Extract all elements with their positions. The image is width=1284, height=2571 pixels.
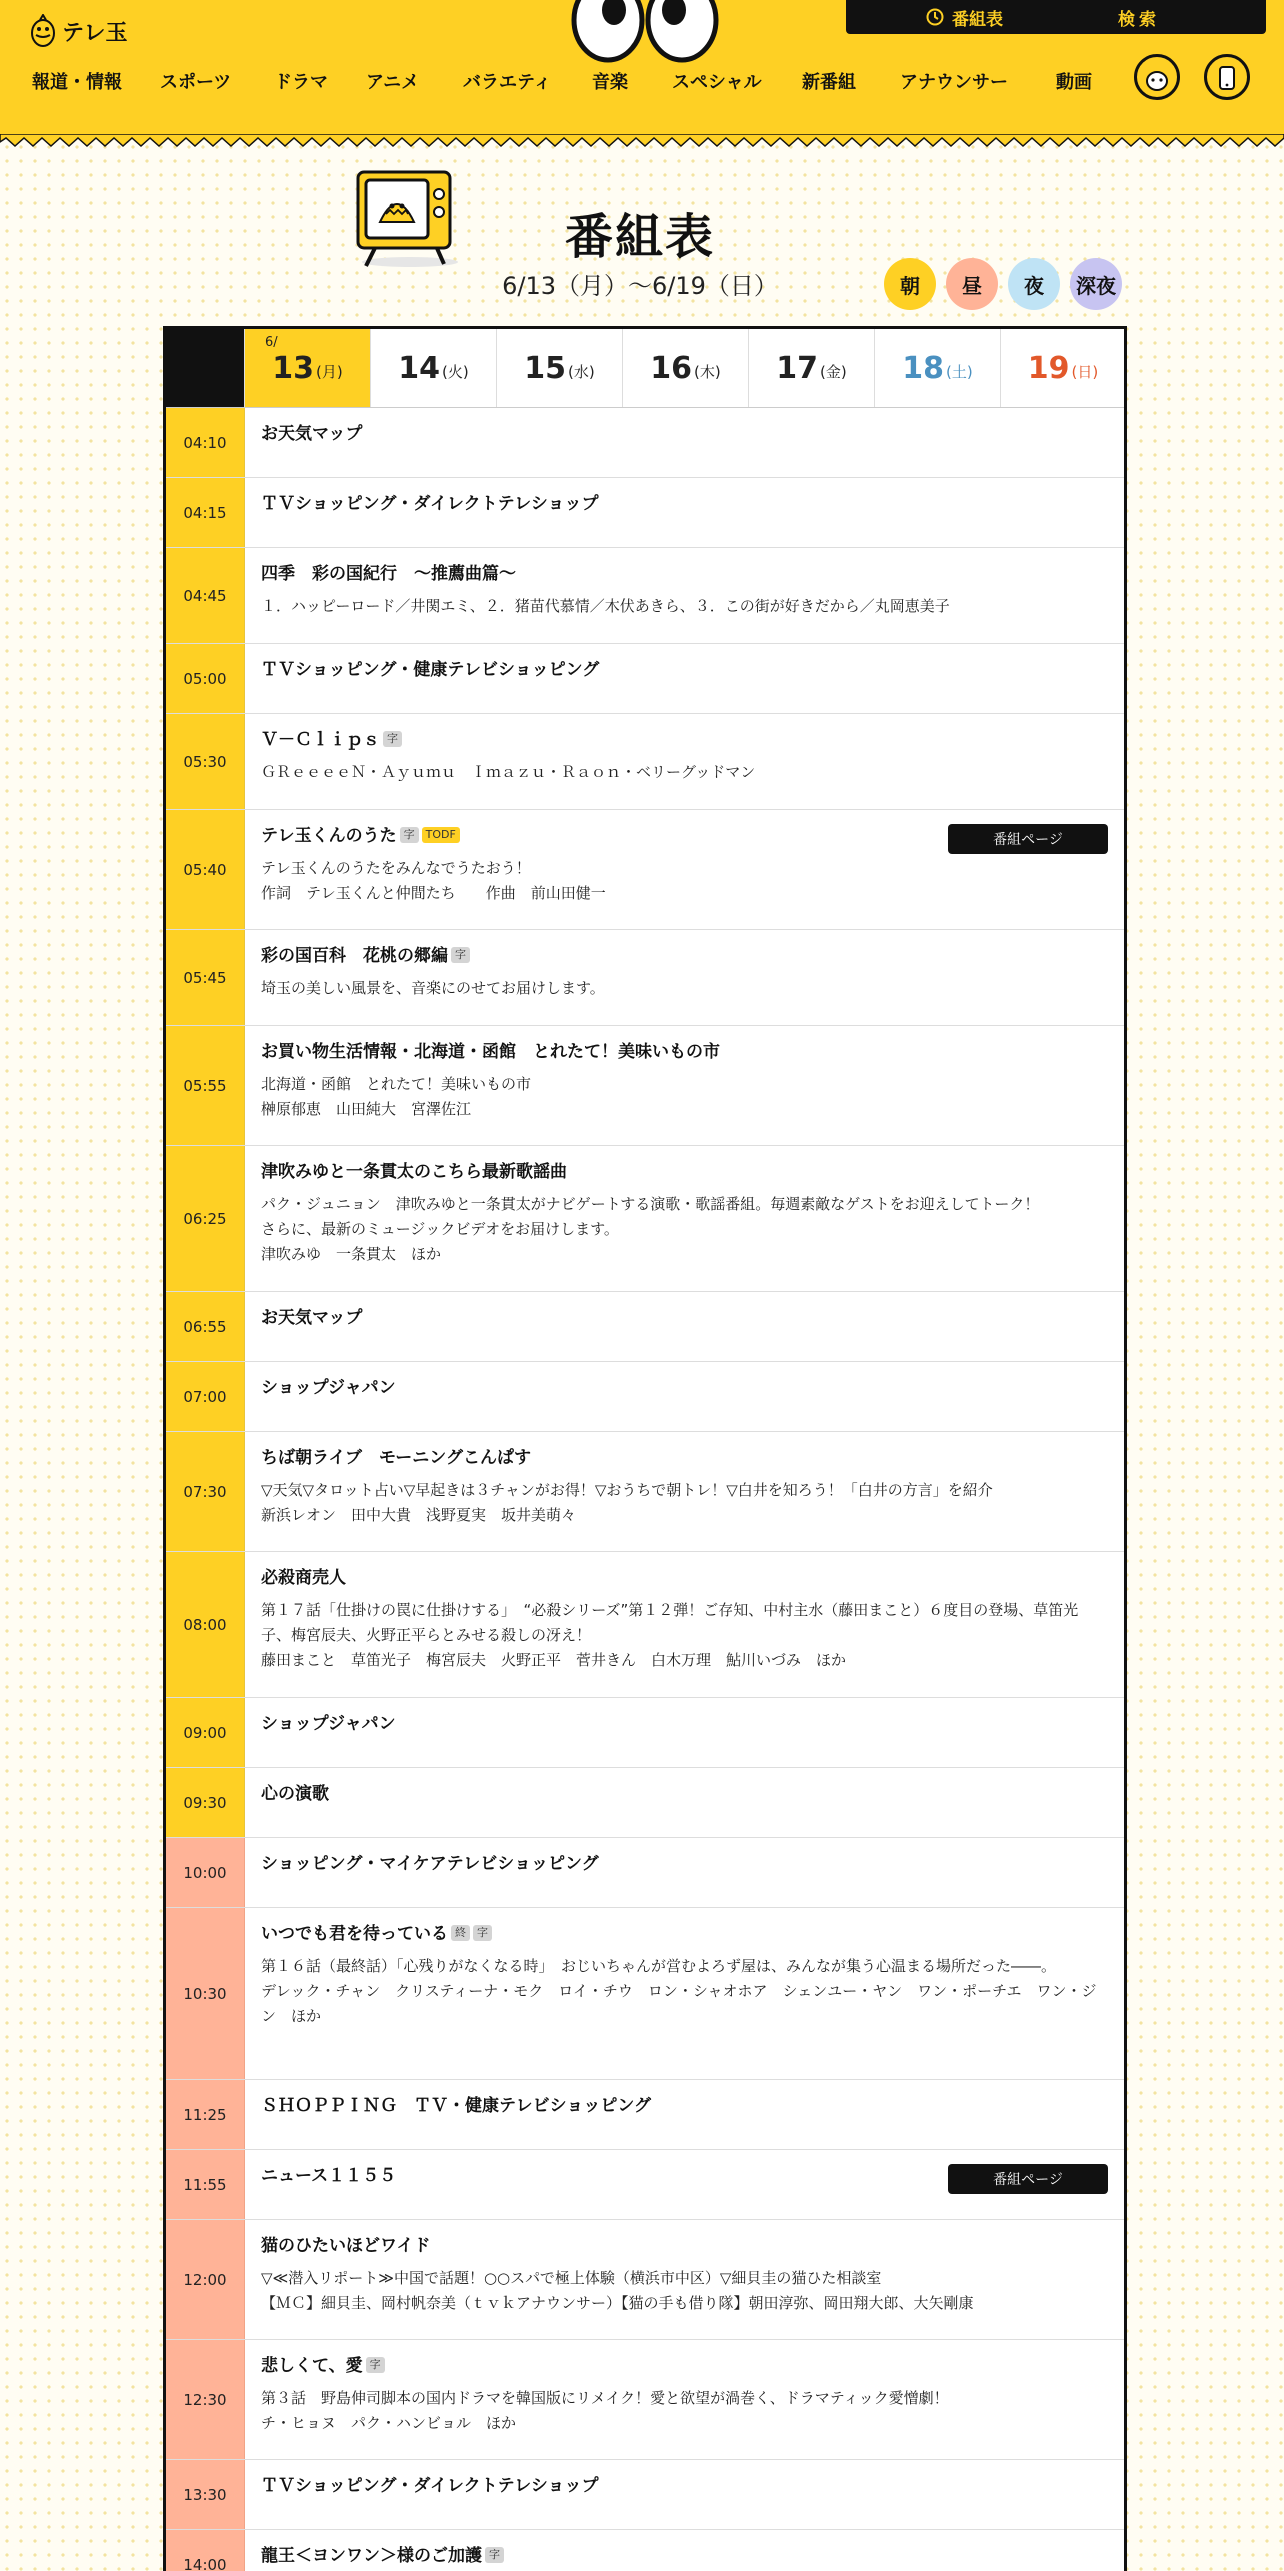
program-title[interactable] bbox=[261, 422, 1108, 446]
program-title-text[interactable]: ショップジャパン bbox=[261, 1378, 396, 1398]
program-title[interactable] bbox=[261, 492, 1108, 516]
day-tab-list bbox=[244, 329, 1125, 407]
program-title-text[interactable]: 龍王＜ヨンワン＞様のご加護 bbox=[261, 2546, 482, 2566]
program-time: 07:00 bbox=[166, 1362, 245, 1431]
program-row[interactable] bbox=[166, 1026, 1124, 1146]
program-time: 05:45 bbox=[166, 930, 245, 1025]
program-row[interactable] bbox=[166, 644, 1124, 714]
program-description-line: ▽≪潜入リポート≫中国で話題！○○スパで極上体験（横浜市中区）▽細貝圭の猫ひた相談室 bbox=[261, 2269, 882, 2287]
nav-video[interactable]: 動画 bbox=[1056, 72, 1092, 93]
filter-noon-label: 昼 bbox=[962, 273, 982, 298]
day-tabs bbox=[166, 329, 1124, 408]
program-row[interactable] bbox=[166, 1838, 1124, 1908]
logo-text: テレ玉 bbox=[62, 20, 128, 46]
program-title[interactable] bbox=[261, 2544, 1108, 2568]
day-tab-weekday: (日) bbox=[1071, 362, 1099, 381]
program-title-text[interactable]: ちば朝ライブ モーニングこんぱす bbox=[261, 1448, 531, 1468]
program-title[interactable] bbox=[261, 1446, 1108, 1470]
program-description bbox=[261, 976, 1108, 1001]
header-zigzag-edge bbox=[0, 134, 1284, 150]
program-time: 10:30 bbox=[166, 1908, 245, 2079]
filter-morning-label: 朝 bbox=[900, 273, 920, 298]
program-row[interactable] bbox=[166, 2150, 1124, 2220]
site-header bbox=[0, 0, 1284, 136]
schedule-link-label: 番組表 bbox=[952, 9, 1003, 30]
program-time: 09:30 bbox=[166, 1768, 245, 1837]
program-time: 08:00 bbox=[166, 1552, 245, 1697]
program-row[interactable] bbox=[166, 2220, 1124, 2340]
program-row[interactable] bbox=[166, 930, 1124, 1026]
program-badge: 字 bbox=[366, 2357, 385, 2373]
program-badge: TODF bbox=[422, 827, 460, 843]
day-tab-number: 18 bbox=[902, 350, 945, 386]
program-title-text[interactable]: 四季 彩の国紀行 ～推薦曲篇～ bbox=[261, 564, 516, 584]
clock-icon bbox=[926, 8, 944, 26]
program-title-text[interactable]: 彩の国百科 花桃の郷編 bbox=[261, 946, 448, 966]
nav-sports[interactable]: スポーツ bbox=[160, 72, 232, 93]
program-description bbox=[261, 856, 1108, 906]
program-title-text[interactable]: Ｖ－Ｃｌｉｐｓ bbox=[261, 730, 380, 750]
program-row[interactable] bbox=[166, 2530, 1124, 2571]
program-title-text[interactable]: 悲しくて、愛 bbox=[261, 2356, 363, 2376]
schedule-link[interactable] bbox=[926, 5, 1003, 30]
program-info bbox=[245, 1838, 1124, 1907]
day-tab-weekday: (木) bbox=[694, 362, 721, 381]
filter-noon-button[interactable] bbox=[946, 258, 998, 310]
program-time: 04:10 bbox=[166, 408, 245, 477]
filter-late-night-label: 深夜 bbox=[1076, 273, 1116, 298]
program-title-text[interactable]: 猫のひたいほどワイド bbox=[261, 2236, 431, 2256]
program-description bbox=[261, 1192, 1108, 1267]
program-description-line: 【ＭＣ】細貝圭、岡村帆奈美（ｔｖｋアナウンサー）【猫の手も借り隊】朝田淳弥、岡田翔大郎、大矢剛康 bbox=[261, 2294, 974, 2312]
nav-announcer[interactable]: アナウンサー bbox=[900, 72, 1008, 93]
program-title-text[interactable]: ＳＨＯＰＰＩＮＧ ＴＶ・健康テレビショッピング bbox=[261, 2096, 651, 2116]
day-tab-weekday: (金) bbox=[820, 362, 847, 381]
nav-special[interactable]: スペシャル bbox=[672, 72, 762, 93]
tele-tama-app-icon[interactable] bbox=[1204, 54, 1250, 100]
program-info bbox=[245, 1698, 1124, 1767]
program-row[interactable] bbox=[166, 1768, 1124, 1838]
program-description bbox=[261, 2386, 1108, 2436]
mascot-eyes-icon bbox=[570, 0, 720, 66]
nav-drama[interactable]: ドラマ bbox=[274, 72, 328, 93]
program-description-line: 榊原郁恵 山田純大 宮澤佐江 bbox=[261, 1100, 472, 1118]
nav-new-programs[interactable]: 新番組 bbox=[802, 72, 856, 93]
day-tab-weekday: (土) bbox=[946, 362, 973, 381]
program-title-text[interactable]: いつでも君を待っている bbox=[261, 1924, 448, 1944]
program-title-text[interactable]: ニュース１１５５ bbox=[261, 2166, 397, 2186]
program-time: 11:25 bbox=[166, 2080, 245, 2149]
day-tab-weekday: (月) bbox=[316, 362, 343, 381]
program-time: 12:30 bbox=[166, 2340, 245, 2459]
nav-anime[interactable]: アニメ bbox=[366, 72, 420, 93]
program-info bbox=[245, 714, 1124, 809]
program-time: 05:55 bbox=[166, 1026, 245, 1145]
nav-variety[interactable]: バラエティ bbox=[463, 72, 552, 93]
program-title[interactable] bbox=[261, 1712, 1108, 1736]
program-info bbox=[245, 1362, 1124, 1431]
program-title-text[interactable]: お天気マップ bbox=[261, 424, 363, 444]
program-title[interactable] bbox=[261, 2094, 1108, 2118]
program-description-line: チ・ヒョヌ パク・ハンビョル ほか bbox=[261, 2414, 517, 2432]
tele-tama-icon[interactable] bbox=[1134, 54, 1180, 100]
day-tab-14[interactable] bbox=[370, 329, 496, 407]
program-info bbox=[245, 2460, 1124, 2529]
program-info bbox=[245, 1146, 1124, 1291]
program-row[interactable] bbox=[166, 1432, 1124, 1552]
program-title-text[interactable]: 必殺商売人 bbox=[261, 1568, 346, 1588]
program-title-text[interactable]: 津吹みゆと一条貫太のこちら最新歌謡曲 bbox=[261, 1162, 567, 1182]
program-title[interactable] bbox=[261, 1376, 1108, 1400]
program-info bbox=[245, 478, 1124, 547]
program-time: 07:30 bbox=[166, 1432, 245, 1551]
day-tab-19[interactable] bbox=[1000, 329, 1125, 407]
nav-music[interactable]: 音楽 bbox=[592, 72, 628, 93]
program-time: 09:00 bbox=[166, 1698, 245, 1767]
filter-evening-label: 夜 bbox=[1024, 273, 1044, 298]
program-title[interactable] bbox=[261, 562, 1108, 586]
day-tab-number: 19 bbox=[1027, 350, 1070, 386]
date-range: 6/13（月）〜6/19（日） bbox=[502, 272, 778, 300]
program-title-text[interactable]: 心の演歌 bbox=[261, 1784, 329, 1804]
filter-late-night-button[interactable] bbox=[1070, 258, 1122, 310]
program-row[interactable] bbox=[166, 1362, 1124, 1432]
program-row[interactable] bbox=[166, 714, 1124, 810]
main-nav bbox=[0, 64, 1284, 94]
day-tab-number: 14 bbox=[398, 350, 441, 386]
program-title[interactable] bbox=[261, 1160, 1108, 1184]
day-tab-16[interactable] bbox=[622, 329, 748, 407]
program-title-text[interactable]: ＴＶショッピング・ダイレクトテレショップ bbox=[261, 494, 599, 514]
program-description-line: 北海道・函館 とれたて！美味いもの市 bbox=[261, 1075, 532, 1093]
day-tabs-corner bbox=[166, 329, 244, 407]
program-info bbox=[245, 2530, 1124, 2571]
program-time: 04:15 bbox=[166, 478, 245, 547]
program-time: 05:40 bbox=[166, 810, 245, 929]
program-time: 11:55 bbox=[166, 2150, 245, 2219]
program-info bbox=[245, 1552, 1124, 1697]
program-info bbox=[245, 2340, 1124, 2459]
day-tab-number: 15 bbox=[524, 350, 567, 386]
day-tab-number: 16 bbox=[650, 350, 693, 386]
program-description bbox=[261, 1598, 1108, 1673]
program-badge: 終 bbox=[451, 1925, 470, 1941]
program-time: 05:00 bbox=[166, 644, 245, 713]
program-info bbox=[245, 2150, 1124, 2219]
program-info bbox=[245, 2080, 1124, 2149]
program-description bbox=[261, 2266, 1108, 2316]
program-title[interactable] bbox=[261, 944, 1108, 968]
program-description-line: ▽天気▽タロット占い▽早起きは３チャンがお得！▽おうちで朝トレ！▽白井を知ろう！「白井の方言」を紹介 bbox=[261, 1481, 993, 1499]
program-row[interactable] bbox=[166, 408, 1124, 478]
tv-mascot-illustration bbox=[352, 168, 460, 268]
program-info bbox=[245, 1768, 1124, 1837]
program-row[interactable] bbox=[166, 2340, 1124, 2460]
program-info bbox=[245, 1432, 1124, 1551]
program-description-line: 作詞 テレ玉くんと仲間たち 作曲 前山田健一 bbox=[261, 884, 606, 902]
program-description-line: 津吹みゆ 一条貫太 ほか bbox=[261, 1245, 442, 1263]
nav-news[interactable]: 報道・情報 bbox=[32, 72, 122, 93]
program-time: 14:00 bbox=[166, 2530, 245, 2571]
program-info bbox=[245, 408, 1124, 477]
day-tab-17[interactable] bbox=[748, 329, 874, 407]
site-logo[interactable] bbox=[30, 14, 128, 48]
program-row[interactable] bbox=[166, 1908, 1124, 2080]
program-time: 13:30 bbox=[166, 2460, 245, 2529]
day-tab-18[interactable] bbox=[874, 329, 1000, 407]
search-link-label: 検索 bbox=[1118, 9, 1160, 30]
program-title-text[interactable]: ショッピング・マイケアテレビショッピング bbox=[261, 1854, 599, 1874]
day-tab-weekday: (火) bbox=[442, 362, 469, 381]
program-description bbox=[261, 1478, 1108, 1528]
program-title-text[interactable]: ショップジャパン bbox=[261, 1714, 396, 1734]
tele-tama-mascot-icon bbox=[30, 14, 56, 48]
program-description-line: 第１７話「仕掛けの罠に仕掛けする」 “必殺シリーズ”第１２弾！ご存知、中村主水（藤田まこと）６度目の登場、草笛光子、梅宮辰夫、火野正平らとみせる殺しの冴え！ bbox=[261, 1601, 1079, 1644]
program-description-line: 第３話 野島伸司脚本の国内ドラマを韓国版にリメイク！愛と欲望が渦巻く、ドラマティック愛憎劇！ bbox=[261, 2389, 949, 2407]
program-time: 10:00 bbox=[166, 1838, 245, 1907]
program-title[interactable] bbox=[261, 1566, 1108, 1590]
program-row[interactable] bbox=[166, 810, 1124, 930]
program-description-line: 埼玉の美しい風景を、音楽にのせてお届けします。 bbox=[261, 979, 605, 997]
tele-tama-face-icon bbox=[1137, 57, 1177, 97]
program-title[interactable] bbox=[261, 2234, 1108, 2258]
page-title: 番組表 bbox=[564, 209, 715, 265]
program-title-text[interactable]: テレ玉くんのうた bbox=[261, 826, 397, 846]
program-title[interactable] bbox=[261, 1922, 1108, 1946]
program-description bbox=[261, 1954, 1108, 2029]
day-tab-number: 17 bbox=[776, 350, 819, 386]
program-description-line: 新浜レオン 田中大貴 浅野夏実 坂井美萌々 bbox=[261, 1506, 577, 1524]
program-description bbox=[261, 1072, 1108, 1122]
program-title[interactable] bbox=[261, 728, 1108, 752]
program-title[interactable] bbox=[261, 1852, 1108, 1876]
schedule-table bbox=[163, 326, 1127, 2571]
program-title-text[interactable]: お天気マップ bbox=[261, 1308, 363, 1328]
program-row[interactable] bbox=[166, 1552, 1124, 1698]
program-description bbox=[261, 760, 1108, 785]
program-title[interactable] bbox=[261, 2354, 1108, 2378]
program-row[interactable] bbox=[166, 2080, 1124, 2150]
program-page-button[interactable]: 番組ページ bbox=[948, 824, 1108, 854]
day-tab-month: 6/ bbox=[265, 335, 278, 350]
program-title[interactable] bbox=[261, 1306, 1108, 1330]
program-time: 06:25 bbox=[166, 1146, 245, 1291]
program-title[interactable] bbox=[261, 2474, 1108, 2498]
program-title[interactable] bbox=[261, 658, 1108, 682]
program-description-line: 第１６話（最終話）「心残りがなくなる時」 おじいちゃんが営むよろず屋は、みんなが集う心温まる場所だった――。 bbox=[261, 1957, 1057, 1975]
program-info bbox=[245, 1908, 1124, 2079]
program-row[interactable] bbox=[166, 1146, 1124, 1292]
top-utility-bar bbox=[846, 0, 1266, 34]
program-info bbox=[245, 930, 1124, 1025]
program-description-line: １．ハッピーロード／井関エミ、２．猪苗代慕情／木伏あきら、３．この街が好きだから／丸岡恵美子 bbox=[261, 597, 950, 615]
program-description-line: 藤田まこと 草笛光子 梅宮辰夫 火野正平 菅井きん 白木万理 鮎川いづみ ほか bbox=[261, 1651, 847, 1669]
program-title[interactable] bbox=[261, 1782, 1108, 1806]
day-tab-15[interactable] bbox=[496, 329, 622, 407]
program-row[interactable] bbox=[166, 1292, 1124, 1362]
program-badge: 字 bbox=[451, 947, 470, 963]
program-time: 04:45 bbox=[166, 548, 245, 643]
program-description-line: さらに、最新のミュージックビデオをお届けします。 bbox=[261, 1220, 619, 1238]
filter-evening-button[interactable] bbox=[1008, 258, 1060, 310]
day-tab-13[interactable] bbox=[244, 329, 370, 407]
program-badge: 字 bbox=[400, 827, 419, 843]
program-info bbox=[245, 1292, 1124, 1361]
smartphone-icon bbox=[1207, 57, 1247, 97]
program-info bbox=[245, 2220, 1124, 2339]
filter-morning-button[interactable] bbox=[884, 258, 936, 310]
program-time: 05:30 bbox=[166, 714, 245, 809]
program-row[interactable] bbox=[166, 2460, 1124, 2530]
program-info bbox=[245, 810, 1124, 929]
program-row[interactable] bbox=[166, 1698, 1124, 1768]
program-badge: 字 bbox=[473, 1925, 492, 1941]
program-page-button[interactable]: 番組ページ bbox=[948, 2164, 1108, 2194]
program-time: 06:55 bbox=[166, 1292, 245, 1361]
program-info bbox=[245, 644, 1124, 713]
program-description-line: ＧＲｅｅｅｅＮ・Ａｙｕｍｕ Ｉｍａｚｕ・Ｒａｏｎ・ベリーグッドマン bbox=[261, 763, 756, 781]
program-description bbox=[261, 594, 1108, 619]
program-description-line: パク・ジュニョン 津吹みゆと一条貫太がナビゲートする演歌・歌謡番組。毎週素敵なゲストをお迎えしてトーク！ bbox=[261, 1195, 1040, 1213]
day-tab-number: 13 bbox=[272, 350, 315, 386]
program-row[interactable] bbox=[166, 478, 1124, 548]
program-description-line: デレック・チャン クリスティーナ・モク ロイ・チウ ロン・シャオホア シェンユー・ヤン ワン・ポーチエ ワン・ジン ほか bbox=[261, 1982, 1097, 2025]
program-info bbox=[245, 1026, 1124, 1145]
program-row[interactable] bbox=[166, 548, 1124, 644]
program-title[interactable] bbox=[261, 1040, 1108, 1064]
program-info bbox=[245, 548, 1124, 643]
program-badge: 字 bbox=[383, 731, 402, 747]
program-badge: 字 bbox=[485, 2547, 504, 2563]
program-list bbox=[166, 408, 1124, 2571]
program-title-text[interactable]: お買い物生活情報・北海道・函館 とれたて！美味いもの市 bbox=[261, 1042, 720, 1062]
program-title-text[interactable]: ＴＶショッピング・ダイレクトテレショップ bbox=[261, 2476, 599, 2496]
program-time: 12:00 bbox=[166, 2220, 245, 2339]
search-link[interactable] bbox=[1118, 5, 1160, 30]
program-description-line: テレ玉くんのうたをみんなでうたおう！ bbox=[261, 859, 531, 877]
day-tab-weekday: (水) bbox=[568, 362, 595, 381]
program-title-text[interactable]: ＴＶショッピング・健康テレビショッピング bbox=[261, 660, 600, 680]
